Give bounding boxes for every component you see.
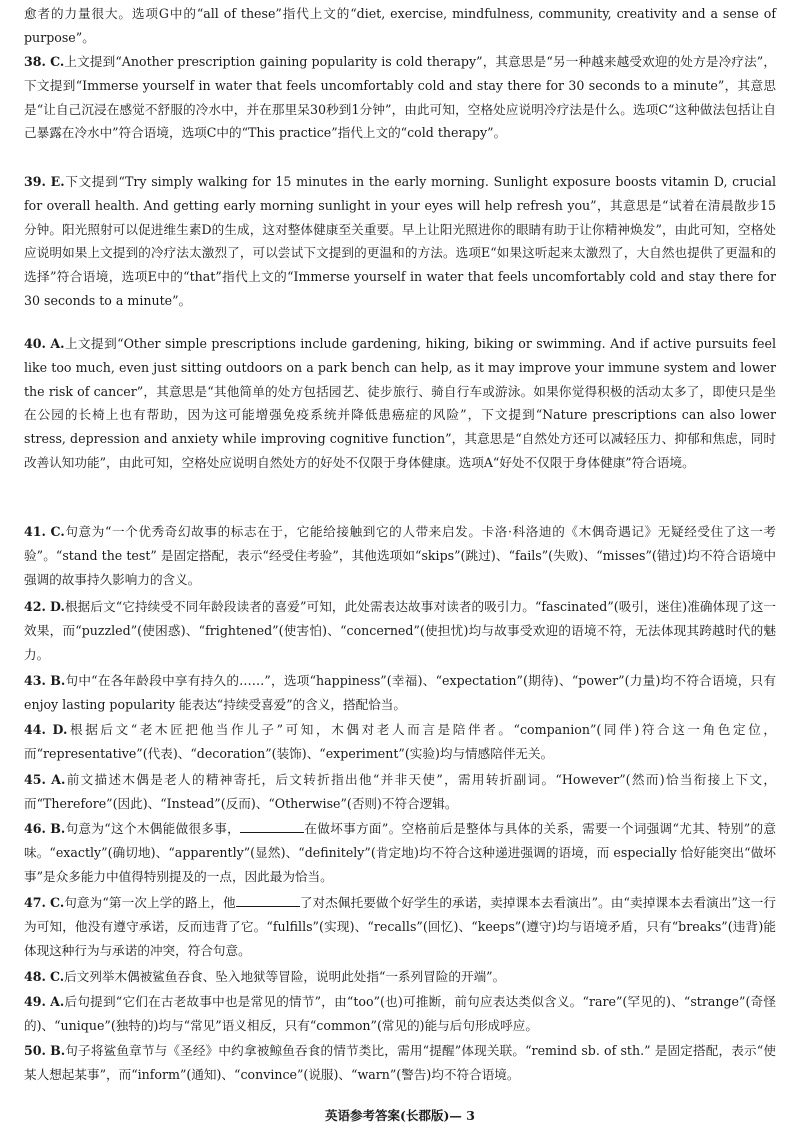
- question-number: 47.: [24, 895, 46, 910]
- explanation-text: 后句提到“它们在古老故事中也是常见的情节”，由“too”(也)可推断，前句应表达类似含义。“rare”(罕见的)、“strange”(奇怪的)、“unique”(独特的)均与“常见”语义相反，只有“common”(常见的)能与后句形成呼应。: [24, 994, 776, 1033]
- question-number: 38.: [24, 54, 46, 69]
- question-number: 39.: [24, 174, 46, 189]
- explanation-text: 前文描述木偶是老人的精神寄托，后文转折指出他“并非天使”，需用转折副词。“However”(然而)恰当衔接上下文，而“Therefore”(因此)、“Instead”(反而)、“Otherwise”(否则)不符合逻辑。: [24, 772, 776, 811]
- answer-letter: C.: [50, 524, 65, 539]
- question-number: 42.: [24, 599, 46, 614]
- question-number: 40.: [24, 336, 46, 351]
- explanation-text: 根据后文“它持续受不同年龄段读者的喜爱”可知，此处需表达故事对读者的吸引力。“fascinated”(吸引，迷住)准确体现了这一效果，而“puzzled”(使困惑)、“frightened”(使害怕)、“concerned”(使担忧)均与故事受欢迎的语境不符，无法体现其跨越时代的魅力。: [24, 599, 776, 662]
- question-number: 45.: [24, 772, 46, 787]
- question-number: 46.: [24, 821, 46, 836]
- answer-item-40: [24, 332, 776, 475]
- answer-item-41: [24, 520, 776, 591]
- answer-item-46: [24, 817, 776, 888]
- answer-item-43: [24, 669, 776, 717]
- explanation-text: 句意为“一个优秀奇幻故事的标志在于，它能给接触到它的人带来启发。卡洛·科洛迪的《木偶奇遇记》无疑经受住了这一考验”。“stand the test” 是固定搭配，表示“经受住考验”，其他选项如“skips”(跳过)、“fails”(失败)、“misses”(错过)均不符合语境中强调的故事持久影响力的含义。: [24, 524, 776, 587]
- para-text: 愈者的力量很大。选项G中的“all of these”指代上文的“diet, exercise, mindfulness, community, creativity and a sense of purpose”。: [24, 6, 776, 45]
- question-number: 48.: [24, 969, 46, 984]
- answer-item-48: [24, 965, 776, 989]
- answer-item-38: [24, 50, 776, 145]
- fill-blank: [240, 820, 304, 833]
- page-footer: 英语参考答案(长郡版)— 3: [325, 1108, 475, 1123]
- answer-letter: A.: [50, 336, 65, 351]
- answer-letter: B.: [50, 821, 66, 836]
- paragraph-continuation: [24, 2, 776, 50]
- explanation-text: 上文提到“Other simple prescriptions include gardening, hiking, biking or swimming. And if active pursuits feel like too much, even just sitting outdoors on a park bench can help, as it may improve your immune system and lower the risk of cancer”，其意思是“其他简单的处方包括园艺、徒步旅行、骑自行车或游泳。如果你觉得积极的活动太多了，即使只是坐在公园的长椅上也有帮助，因为这可能增强免疫系统并降低患癌症的风险”，下文提到“Nature prescriptions can also lower stress, depression and anxiety while improving cognitive function”，其意思是“自然处方还可以减轻压力、抑郁和焦虑，同时改善认知功能”，由此可知，空格处应说明自然处方的好处不仅限于身体健康。选项A“好处不仅限于身体健康”符合语境。: [24, 336, 776, 470]
- answer-letter: D.: [52, 722, 68, 737]
- fill-blank: [236, 894, 300, 907]
- answer-item-47: [24, 891, 776, 962]
- explanation-text: 了对杰佩托要做个好学生的承诺，卖掉课本去看演出”。由“卖掉课本去看演出”这一行为可知，他没有遵守承诺，反而违背了它。“fulfills”(实现)、“recalls”(回忆)、“keeps”(遵守)均与语境矛盾，只有“breaks”(违背)能体现这种行为与承诺的冲突，符合句意。: [24, 895, 776, 958]
- answer-letter: B.: [50, 1043, 66, 1058]
- question-number: 49.: [24, 994, 46, 1009]
- explanation-text: 句意为“第一次上学的路上，他: [64, 895, 236, 910]
- explanation-text: 在做坏事方面”。空格前后是整体与具体的关系，需要一个词强调“尤其、特别”的意味。“exactly”(确切地)、“apparently”(显然)、“definitely”(肯定地)均不符合这种递进强调的语境，而 especially 恰好能突出“做坏事”是众多能力中值得特别提及的一点，因此最为恰当。: [24, 821, 776, 884]
- explanation-text: 根据后文“老木匠把他当作儿子”可知，木偶对老人而言是陪伴者。“companion”(同伴)符合这一角色定位，而“representative”(代表)、“decoration”(装饰)、“experiment”(实验)均与情感陪伴无关。: [24, 722, 776, 761]
- answer-item-42: [24, 595, 776, 666]
- explanation-text: 句意为“这个木偶能做很多事，: [65, 821, 241, 836]
- answer-item-49: [24, 990, 776, 1038]
- answer-item-39: [24, 170, 776, 313]
- explanation-text: 上文提到“Another prescription gaining popularity is cold therapy”，其意思是“另一种越来越受欢迎的处方是冷疗法”，下文提到“Immerse yourself in water that feels uncomfortably cold and stay there for 30 seconds to a minute”，其意思是“让自己沉浸在感觉不舒服的冷水中，并在那里呆30秒到1分钟”，由此可知，空格处应说明冷疗法是什么。选项C“这种做法包括让自己暴露在冷水中”符合语境，选项C中的“This practice”指代上文的“cold therapy”。: [24, 54, 776, 141]
- answer-letter: A.: [51, 772, 66, 787]
- question-number: 43.: [24, 673, 46, 688]
- answer-letter: C.: [50, 895, 65, 910]
- explanation-text: 句子将鲨鱼章节与《圣经》中约拿被鲸鱼吞食的情节类比，需用“提醒”体现关联。“remind sb. of sth.” 是固定搭配，表示“使某人想起某事”，而“inform”(通知)、“convince”(说服)、“warn”(警告)均不符合语境。: [24, 1043, 776, 1082]
- answer-item-50: [24, 1039, 776, 1087]
- answer-letter: D.: [50, 599, 65, 614]
- explanation-text: 下文提到“Try simply walking for 15 minutes in the early morning. Sunlight exposure boosts vitamin D, crucial for overall health. And getting early morning sunlight in your eyes will help refresh you”，其意思是“试着在清晨散步15分钟。阳光照射可以促进维生素D的生成，这对整体健康至关重要。早上让阳光照进你的眼睛有助于让你精神焕发”，由此可知，空格处应说明如果上文提到的冷疗法太激烈了，可以尝试下文提到的更温和的方法。选项E“如果这听起来太激烈了，大自然也提供了更温和的选择”符合语境，选项E中的“that”指代上文的“Immerse yourself in water that feels uncomfortably cold and stay there for 30 seconds to a minute”。: [24, 174, 776, 308]
- answer-letter: C.: [50, 54, 65, 69]
- explanation-text: 句中“在各年龄段中享有持久的……”，选项“happiness”(幸福)、“expectation”(期待)、“power”(力量)均不符合语境，只有 enjoy lasting popularity 能表达“持续受喜爱”的含义，搭配恰当。: [24, 673, 776, 712]
- question-number: 44.: [24, 722, 46, 737]
- answer-letter: E.: [50, 174, 65, 189]
- explanation-text: 后文列举木偶被鲨鱼吞食、坠入地狱等冒险，说明此处指“一系列冒险的开端”。: [64, 969, 506, 984]
- answer-item-45: [24, 768, 776, 816]
- answer-item-44: [24, 718, 776, 766]
- answer-letter: B.: [50, 673, 66, 688]
- question-number: 41.: [24, 524, 46, 539]
- answer-letter: C.: [49, 969, 65, 984]
- answer-letter: A.: [50, 994, 65, 1009]
- question-number: 50.: [24, 1043, 46, 1058]
